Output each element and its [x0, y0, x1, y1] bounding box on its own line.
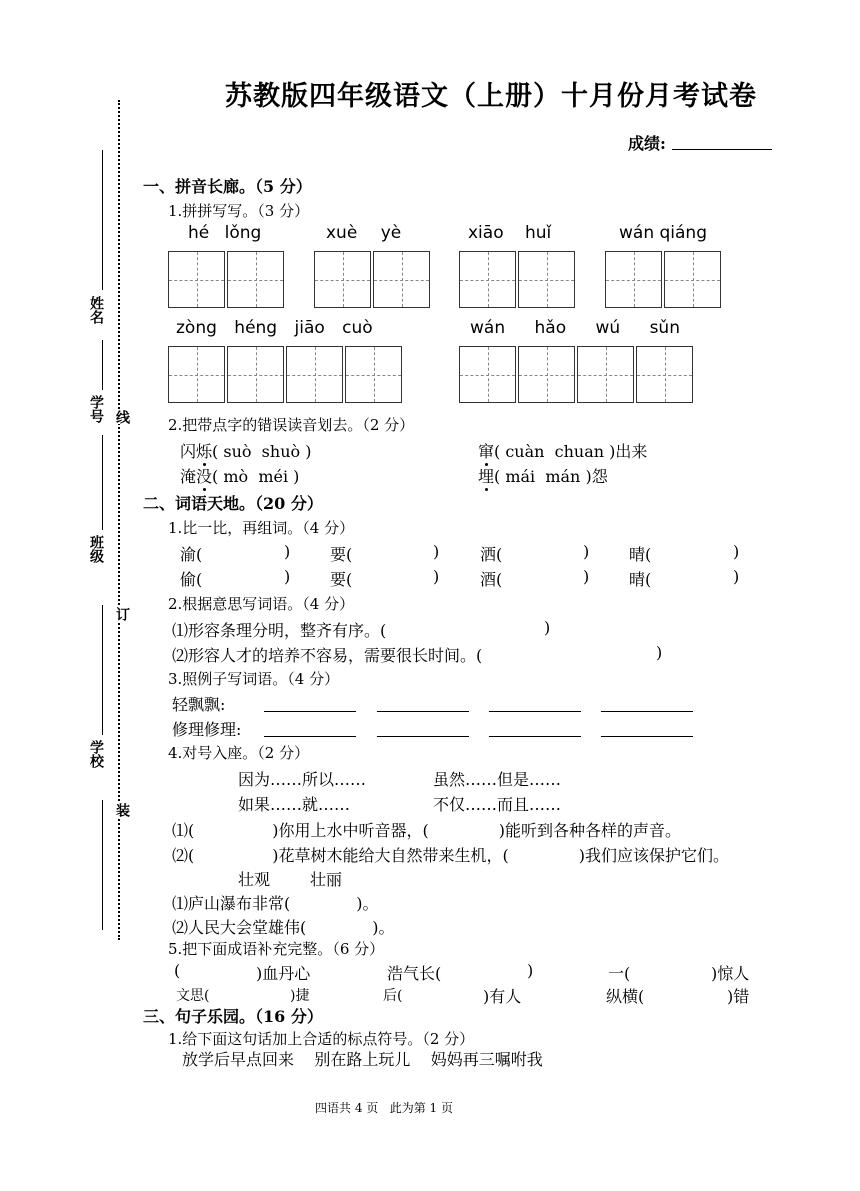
idiom-part: 浩气长(: [387, 964, 442, 983]
reading-options: ( suò shuò ): [212, 442, 312, 461]
section1-heading: 一、拼音长廊。（5 分）: [143, 177, 312, 196]
score-label: 成绩:: [628, 134, 666, 153]
idiom-part: )错: [727, 987, 750, 1006]
idiom-part: (: [174, 961, 181, 980]
reading-options: ( cuàn chuan )出来: [494, 442, 648, 461]
reading-item[interactable]: [478, 439, 647, 462]
writing-cell[interactable]: [636, 346, 693, 403]
writing-cell[interactable]: [605, 251, 662, 308]
writing-cell[interactable]: [345, 346, 402, 403]
idiom-part: )血丹心: [256, 964, 311, 983]
sentence-part: )你用上水中听音器，(: [272, 821, 429, 840]
define-item-a: ⑴形容条理分明，整齐有序。(: [172, 621, 387, 640]
writing-grid[interactable]: [168, 251, 284, 308]
example-label-b: 修理修理:: [172, 720, 242, 739]
score-blank[interactable]: [672, 149, 772, 150]
sentence-part: )花草树木能给大自然带来生机，(: [272, 846, 509, 865]
binding-school-label: 学校: [88, 740, 104, 768]
compare-item: 要(: [330, 570, 353, 589]
binding-name-line: [102, 150, 103, 290]
compare-item: ): [583, 542, 590, 561]
binding-ding-label: 订: [114, 607, 130, 621]
idiom-part: )捷: [290, 988, 310, 1004]
binding-id-line: [102, 340, 103, 390]
binding-bottom-line: [102, 800, 103, 930]
reading-item[interactable]: [180, 439, 311, 462]
compare-item: 要(: [330, 545, 353, 564]
idiom-part: )惊人: [711, 964, 750, 983]
define-item-b: ⑵形容人才的培养不容易，需要很长时间。(: [172, 646, 483, 665]
compare-item: 偷(: [180, 570, 203, 589]
writing-cell[interactable]: [168, 251, 225, 308]
writing-cell[interactable]: [168, 346, 225, 403]
binding-zhuang-label: 装: [114, 803, 130, 817]
sentence-part: )。: [356, 894, 379, 913]
binding-line-label: 线: [114, 410, 130, 424]
sentence-part: ⑵人民大会堂雄伟(: [172, 918, 307, 937]
compare-item: ): [284, 567, 291, 586]
s1-q1-prompt: 1.拼拼写写。（3 分）: [168, 202, 310, 220]
binding-id-label: 学号: [88, 395, 104, 423]
writing-cell[interactable]: [227, 346, 284, 403]
answer-blank[interactable]: [489, 736, 581, 737]
answer-blank[interactable]: [377, 736, 469, 737]
dotted-char: 烁: [196, 442, 213, 461]
compare-item: ): [433, 567, 440, 586]
reading-char: 闪: [180, 442, 197, 461]
s2-q2-prompt: 2.根据意思写词语。（4 分）: [168, 595, 355, 613]
binding-name-label: 姓名: [88, 296, 104, 324]
compare-item: ): [433, 542, 440, 561]
writing-grid[interactable]: [459, 251, 575, 308]
word-option: 壮丽: [310, 870, 343, 889]
reading-item[interactable]: [180, 464, 299, 487]
idiom-part: 后(: [383, 988, 403, 1004]
page-title: 苏教版四年级语文（上册）十月份月考试卷: [225, 81, 757, 112]
writing-cell[interactable]: [459, 251, 516, 308]
pinyin-label: zòng héng jiāo cuò: [176, 318, 373, 338]
s1-q2-prompt: 2.把带点字的错误读音划去。（2 分）: [168, 416, 415, 434]
compare-item: 酒(: [480, 570, 503, 589]
define-item-a-close[interactable]: ): [544, 618, 551, 637]
dotted-char: 没: [196, 467, 213, 486]
pinyin-label: wán hǎo wú sǔn: [470, 318, 680, 338]
writing-cell[interactable]: [577, 346, 634, 403]
compare-item: 洒(: [480, 545, 503, 564]
answer-blank[interactable]: [377, 711, 469, 712]
connector-option: 如果……就……: [238, 795, 351, 814]
s2-q3-prompt: 3.照例子写词语。（4 分）: [168, 670, 340, 688]
writing-grid[interactable]: [314, 251, 430, 308]
writing-grid[interactable]: [605, 251, 721, 308]
sentence-part: ⑴庐山瀑布非常(: [172, 894, 291, 913]
writing-cell[interactable]: [373, 251, 430, 308]
reading-options: ( mái mán )怨: [494, 467, 608, 486]
answer-blank[interactable]: [489, 711, 581, 712]
connector-option: 因为……所以……: [238, 770, 367, 789]
answer-blank[interactable]: [601, 711, 693, 712]
fill-sentence-1: [172, 818, 681, 841]
example-label-a: 轻飘飘:: [172, 695, 226, 714]
compare-item: ): [733, 567, 740, 586]
fill-sentence-3: [172, 891, 379, 914]
compare-item: ): [284, 542, 291, 561]
sentence-part: ⑴(: [172, 821, 195, 840]
page-footer: 四语共 4 页 此为第 1 页: [315, 1101, 453, 1115]
reading-item[interactable]: [478, 464, 608, 487]
writing-cell[interactable]: [227, 251, 284, 308]
writing-grid[interactable]: [459, 346, 693, 403]
connector-option: 虽然……但是……: [433, 770, 562, 789]
sentence-part: )。: [372, 918, 395, 937]
dotted-char: 窜: [478, 442, 495, 461]
pinyin-label: xiāo huǐ: [468, 223, 552, 243]
s2-q1-prompt: 1.比一比，再组词。（4 分）: [168, 519, 355, 537]
pinyin-label: xuè yè: [326, 223, 402, 243]
idiom-part: )有人: [483, 987, 522, 1006]
s3-q1-prompt: 1.给下面这句话加上合适的标点符号。（2 分）: [168, 1030, 475, 1048]
idiom-part: 文思(: [176, 988, 210, 1004]
dotted-char: 埋: [478, 467, 495, 486]
fill-sentence-2: [172, 843, 729, 866]
writing-cell[interactable]: [286, 346, 343, 403]
writing-cell[interactable]: [314, 251, 371, 308]
writing-cell[interactable]: [518, 251, 575, 308]
s2-q5-prompt: 5.把下面成语补充完整。（6 分）: [168, 940, 385, 958]
fill-sentence-4: [172, 915, 395, 938]
connector-option: 不仅……而且……: [433, 795, 562, 814]
binding-class-label: 班级: [88, 535, 104, 563]
pinyin-label: wán qiáng: [619, 223, 707, 243]
punctuation-sentence: 放学后早点回来 别在路上玩儿 妈妈再三嘱咐我: [182, 1050, 543, 1069]
answer-blank[interactable]: [601, 736, 693, 737]
writing-cell[interactable]: [518, 346, 575, 403]
define-item-b-close[interactable]: ): [656, 643, 663, 662]
reading-char: 淹: [180, 467, 197, 486]
binding-school-line: [102, 605, 103, 735]
sentence-part: )我们应该保护它们。: [578, 846, 729, 865]
reading-options: ( mò méi ): [212, 467, 300, 486]
idiom-part: 纵横(: [606, 987, 645, 1006]
idiom-part: ): [527, 961, 534, 980]
compare-item: ): [583, 567, 590, 586]
writing-grid[interactable]: [168, 346, 402, 403]
pinyin-label: hé lǒng: [188, 223, 262, 243]
compare-item: ): [733, 542, 740, 561]
sentence-part: ⑵(: [172, 846, 195, 865]
sentence-part: )能听到各种各样的声音。: [498, 821, 681, 840]
s2-q4-prompt: 4.对号入座。（2 分）: [168, 744, 310, 762]
writing-cell[interactable]: [459, 346, 516, 403]
section3-heading: 三、句子乐园。（16 分）: [143, 1007, 323, 1026]
answer-blank[interactable]: [264, 711, 356, 712]
word-option: 壮观: [238, 870, 271, 889]
section2-heading: 二、词语天地。（20 分）: [143, 494, 323, 513]
idiom-part: 一(: [608, 964, 631, 983]
binding-class-line: [102, 435, 103, 530]
writing-cell[interactable]: [664, 251, 721, 308]
compare-item: 渝(: [180, 545, 203, 564]
answer-blank[interactable]: [264, 736, 356, 737]
compare-item: 晴(: [629, 570, 652, 589]
compare-item: 晴(: [629, 545, 652, 564]
